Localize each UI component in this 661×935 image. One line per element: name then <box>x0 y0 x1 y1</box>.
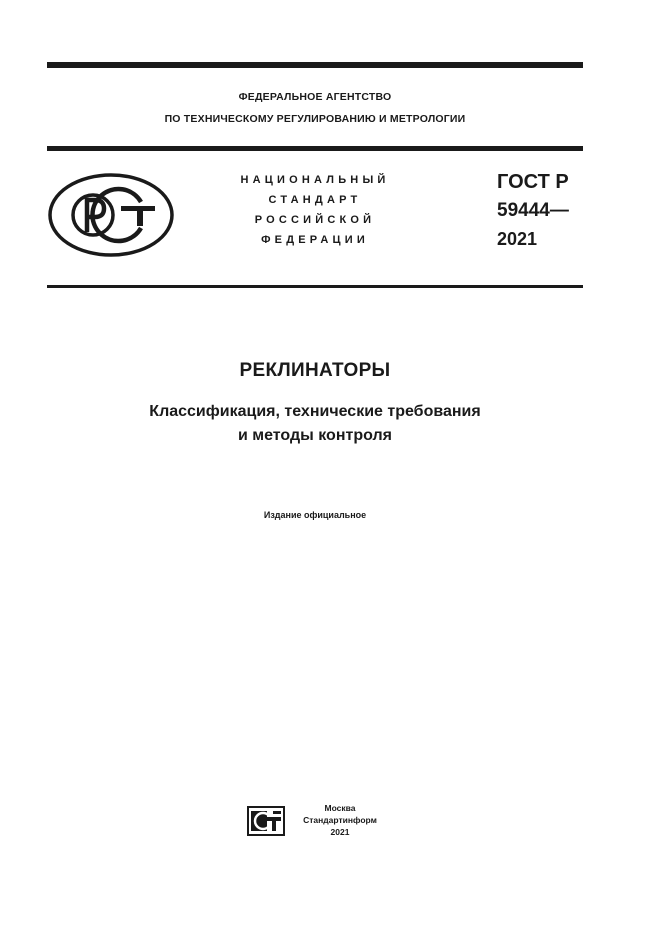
publisher-name: Стандартинформ <box>303 815 377 825</box>
bottom-rule <box>47 285 583 288</box>
standard-type-line3: РОССИЙСКОЙ <box>254 214 376 226</box>
standard-code-line1: ГОСТ Р <box>497 171 569 193</box>
publisher-city: Москва <box>324 803 356 813</box>
edition-label: Издание официальное <box>263 510 367 520</box>
document-subtitle-line2: и методы контроля <box>238 427 392 444</box>
standartinform-logo-icon <box>247 806 285 836</box>
standard-type-line1: НАЦИОНАЛЬНЫЙ <box>240 174 390 186</box>
gost-r-emblem-icon <box>47 172 175 258</box>
document-title: РЕКЛИНАТОРЫ <box>239 360 391 381</box>
agency-name-line1: ФЕДЕРАЛЬНОЕ АГЕНТСТВО <box>238 91 392 103</box>
publisher-year: 2021 <box>330 827 350 837</box>
agency-name-line2: ПО ТЕХНИЧЕСКОМУ РЕГУЛИРОВАНИЮ И МЕТРОЛОГИИ <box>164 113 466 125</box>
document-subtitle-line1: Классификация, технические требования <box>149 403 481 420</box>
standard-type-line4: ФЕДЕРАЦИИ <box>261 234 369 246</box>
standard-type-line2: СТАНДАРТ <box>268 194 362 206</box>
standard-code-line2: 59444— <box>497 200 569 221</box>
middle-rule <box>47 146 583 151</box>
top-rule <box>47 62 583 68</box>
standard-code-year: 2021 <box>497 229 538 249</box>
